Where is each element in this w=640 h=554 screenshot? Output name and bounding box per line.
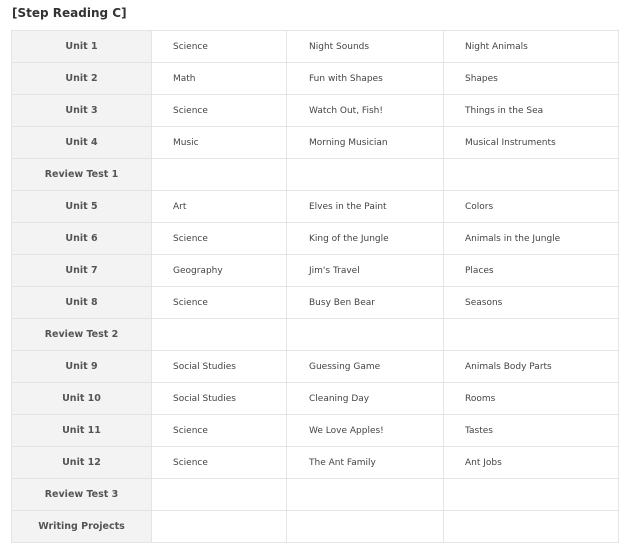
story-cell: The Ant Family (287, 447, 444, 479)
table-row (12, 479, 619, 511)
subject-cell: Math (152, 63, 287, 95)
topic-cell: Musical Instruments (444, 127, 619, 159)
table-row (12, 191, 619, 223)
table-row (12, 287, 619, 319)
topic-cell: Ant Jobs (444, 447, 619, 479)
subject-cell: Science (152, 31, 287, 63)
story-cell: Elves in the Paint (287, 191, 444, 223)
story-cell: Watch Out, Fish! (287, 95, 444, 127)
unit-cell: Unit 6 (12, 223, 152, 255)
table-row (12, 511, 619, 543)
table-row (12, 63, 619, 95)
story-cell: Jim's Travel (287, 255, 444, 287)
subject-cell: Social Studies (152, 351, 287, 383)
unit-cell: Unit 1 (12, 31, 152, 63)
table-row (12, 95, 619, 127)
story-cell: We Love Apples! (287, 415, 444, 447)
curriculum-table-body (12, 31, 619, 543)
table-row (12, 351, 619, 383)
unit-cell: Unit 12 (12, 447, 152, 479)
topic-cell: Animals in the Jungle (444, 223, 619, 255)
subject-cell: Science (152, 447, 287, 479)
story-cell: Morning Musician (287, 127, 444, 159)
unit-cell: Unit 8 (12, 287, 152, 319)
subject-cell: Art (152, 191, 287, 223)
unit-cell: Writing Projects (12, 511, 152, 543)
unit-cell: Review Test 2 (12, 319, 152, 351)
topic-cell: Places (444, 255, 619, 287)
unit-cell: Unit 4 (12, 127, 152, 159)
topic-cell (444, 479, 619, 511)
story-cell (287, 511, 444, 543)
curriculum-table (11, 30, 619, 543)
table-row (12, 319, 619, 351)
topic-cell (444, 511, 619, 543)
topic-cell (444, 319, 619, 351)
unit-cell: Unit 9 (12, 351, 152, 383)
topic-cell: Rooms (444, 383, 619, 415)
story-cell: Fun with Shapes (287, 63, 444, 95)
topic-cell: Colors (444, 191, 619, 223)
table-row (12, 447, 619, 479)
table-row (12, 415, 619, 447)
unit-cell: Unit 3 (12, 95, 152, 127)
subject-cell (152, 511, 287, 543)
subject-cell: Geography (152, 255, 287, 287)
topic-cell: Seasons (444, 287, 619, 319)
unit-cell: Unit 2 (12, 63, 152, 95)
topic-cell: Night Animals (444, 31, 619, 63)
topic-cell: Tastes (444, 415, 619, 447)
unit-cell: Unit 10 (12, 383, 152, 415)
subject-cell: Science (152, 287, 287, 319)
table-row (12, 159, 619, 191)
unit-cell: Unit 7 (12, 255, 152, 287)
table-row (12, 255, 619, 287)
table-row (12, 31, 619, 63)
table-row (12, 383, 619, 415)
story-cell (287, 319, 444, 351)
table-row (12, 127, 619, 159)
subject-cell (152, 319, 287, 351)
subject-cell: Social Studies (152, 383, 287, 415)
story-cell: Guessing Game (287, 351, 444, 383)
subject-cell (152, 159, 287, 191)
topic-cell: Things in the Sea (444, 95, 619, 127)
subject-cell: Science (152, 95, 287, 127)
unit-cell: Review Test 3 (12, 479, 152, 511)
unit-cell: Review Test 1 (12, 159, 152, 191)
story-cell (287, 159, 444, 191)
unit-cell: Unit 5 (12, 191, 152, 223)
section-title: [Step Reading C] (12, 6, 127, 20)
story-cell: King of the Jungle (287, 223, 444, 255)
story-cell: Night Sounds (287, 31, 444, 63)
topic-cell (444, 159, 619, 191)
subject-cell: Music (152, 127, 287, 159)
subject-cell: Science (152, 223, 287, 255)
subject-cell: Science (152, 415, 287, 447)
story-cell: Busy Ben Bear (287, 287, 444, 319)
unit-cell: Unit 11 (12, 415, 152, 447)
table-row (12, 223, 619, 255)
topic-cell: Animals Body Parts (444, 351, 619, 383)
topic-cell: Shapes (444, 63, 619, 95)
story-cell: Cleaning Day (287, 383, 444, 415)
story-cell (287, 479, 444, 511)
subject-cell (152, 479, 287, 511)
